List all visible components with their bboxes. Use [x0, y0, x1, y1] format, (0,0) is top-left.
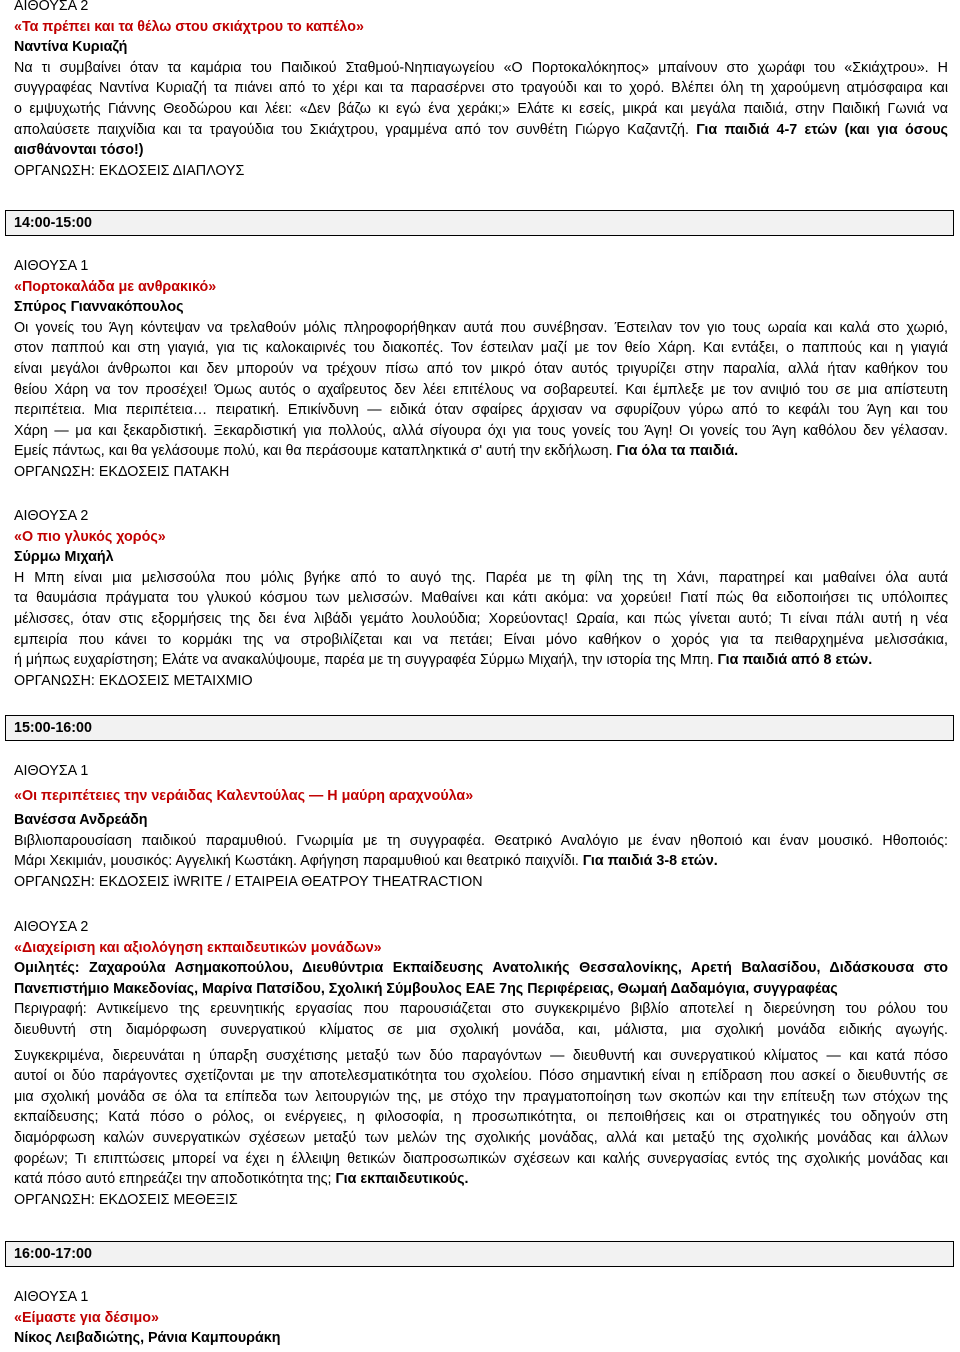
- time-slot-label: 15:00-16:00: [14, 720, 92, 736]
- description-line: τα θαυμάσια πράγματα του γλυκού κόσμου των μελισσών. Μαθαίνει και κάτι ακόμα: να χορεύει! Γιατί πώς θα ειδοποιήσει τις υπόλοιπες: [14, 590, 948, 607]
- event-title: «Ο πιο γλυκός χορός»: [14, 528, 166, 545]
- event-scarecrow: [14, 0, 948, 181]
- event-author: Σύρμω Μιχαήλ: [14, 549, 114, 566]
- event-title: «Οι περιπέτειες την νεράιδας Καλεντούλας — Η μαύρη αραχνούλα»: [14, 787, 474, 804]
- description-line: Συγκεκριμένα, διερευνάται η ύπαρξη συσχέτισης μεταξύ των δύο παραγόντων — διευθυντή και συνεργατικού κλίματος — και κατά πόσο: [14, 1047, 948, 1064]
- description-line: απολαύσετε παιχνίδια και τα τραγούδια του Σκιάχτρου, γραμμένα από τον συνθέτη Γιώργο Καζαντζή. Για παιδιά 4-7 ετών (και για όσους: [14, 121, 948, 138]
- description-line: φορέων; Τι επιπτώσεις μπορεί να έχει η έλλειψη θετικών διαπροσωπικών σχέσεων και καλής συνεργασίας εντός της σχολικής μονάδας και: [14, 1150, 948, 1167]
- hall-label: ΑΙΘΟΥΣΑ 2: [14, 508, 89, 524]
- speakers-line: Ομιλητές: Ζαχαρούλα Ασημακοπούλου, Διευθύντρια Εκπαίδευσης Ανατολικής Θεσσαλονίκης, Αρετή Βαλασίδου, Διδάσκουσα στο: [14, 960, 948, 977]
- event-title: «Τα πρέπει και τα θέλω στου σκιάχτρου το καπέλο»: [14, 18, 364, 35]
- description-line: Η Μπη είναι μια μελισσούλα που μόλις βγήκε από το αυγό της. Παρέα με τη φίλη της τη Χάνι, παρατηρεί και μαθαίνει όλα αυτά: [14, 569, 948, 586]
- time-slot-bar: [5, 210, 954, 236]
- description-line: είναι μεγάλοι άνθρωποι και δεν μπορούν να τρέχουν πίσω από τον μικρό όταν αυτός τριγυρίζει στην παραλία, αλλά ήταν καθήκον του: [14, 360, 948, 377]
- description-line: εκπαίδευσης; Κατά πόσο ο ρόλος, οι ενέργειες, η φιλοσοφία, η προσωπικότητα, οι πεποιθήσεις και οι στρατηγικές του οδηγούν στη: [14, 1109, 948, 1126]
- time-slot-label: 16:00-17:00: [14, 1246, 92, 1262]
- description-line: διαμόρφωση καλών συνεργατικών σχέσεων μεταξύ των μελών της σχολικής μονάδας, αλλά και μεταξύ της σχολικής μονάδας και άλλων: [14, 1129, 948, 1146]
- description-line: εμπειρία που κάνει το κορμάκι της να στροβιλίζεται και να πετάει; Είναι μόνο καθήκον ο χορός για τα πειθαρχημένα μελισσάκια,: [14, 631, 948, 648]
- event-title: «Πορτοκαλάδα με ανθρακικό»: [14, 278, 217, 295]
- hall-label: ΑΙΘΟΥΣΑ 2: [14, 0, 89, 14]
- description-line: περιπέτεια. Μια περιπέτεια… πειρατική. Επικίνδυνη — ειδικά όταν σφαίρες άρχισαν να σφυρίζουν γύρω από το κεφάλι του Άγη και του: [14, 402, 948, 419]
- description-line: Εμείς πάντως, και θα γελάσουμε πολύ, και θα περάσουμε καταπληκτικά σ' αυτή την εκδήλωση. Για όλα τα παιδιά.: [14, 443, 739, 460]
- hall-label: ΑΙΘΟΥΣΑ 1: [14, 763, 89, 779]
- description-line: Οι γονείς του Άγη κόντεψαν να τρελαθούν μόλις πληροφορήθηκαν αυτά που συνέβησαν. Έστειλαν τον γιο τους ωραία και καλά στο χωριό,: [14, 319, 948, 336]
- event-author: Ναντίνα Κυριαζή: [14, 39, 128, 56]
- hall-label: ΑΙΘΟΥΣΑ 2: [14, 919, 89, 935]
- event-author: Βανέσσα Ανδρεάδη: [14, 812, 148, 829]
- organizer: ΟΡΓΑΝΩΣΗ: ΕΚΔΟΣΕΙΣ ΜΕΘΕΞΙΣ: [14, 1191, 238, 1208]
- event-author: Νίκος Λειβαδιώτης, Ράνια Καμπουράκη: [14, 1330, 281, 1347]
- description-line: Να τι συμβαίνει όταν τα καμάρια του Παιδικού Σταθμού-Νηπιαγωγείου «Ο Πορτοκαλόκηπος» μπαίνουν στο χωράφι του «Σκιάχτρου». Η: [14, 59, 948, 76]
- description-line: Βιβλιοπαρουσίαση παιδικού παραμυθιού. Γνωριμία με τη συγγραφέα. Θεατρικό Αναλόγιο με έναν ηθοποιό και έναν μουσικό. Ηθοποιός:: [14, 832, 948, 849]
- description-line: αυτοί οι δύο παράγοντες σχετίζονται με την αποτελεσματικότητα του σχολείου. Πόσο σημαντική είναι η επίδραση που ασκεί ο διευθυντής σε: [14, 1068, 948, 1085]
- hall-label: ΑΙΘΟΥΣΑ 1: [14, 258, 89, 274]
- event-title: «Είμαστε για δέσιμο»: [14, 1309, 159, 1326]
- time-slot-bar: [5, 715, 954, 741]
- description-line: στον παππού και στη γιαγιά, για τις καλοκαιρινές του διακοπές. Τον έστειλαν μαζί με τον θείο Χάρη. Και εντάξει, ο παππούς και η γιαγιά: [14, 340, 948, 357]
- description-line: κατά πόσο αυτό επηρεάζει την αποδοτικότητα της; Για εκπαιδευτικούς.: [14, 1171, 469, 1188]
- description-line: ο εμψυχωτής Γιάννης Θεοδώρου και λέει: «Δεν βάζω κι εγώ ένα χεράκι;» Ελάτε κι εσείς, μικρά και μεγάλα παιδιά, στην Παιδική Γωνιά να: [14, 100, 948, 117]
- hall-label: ΑΙΘΟΥΣΑ 1: [14, 1289, 89, 1305]
- description-line: μέλισσες, όταν στις εξορμήσεις της δει ένα λιβάδι γεμάτο λουλούδια; Χορεύοντας! Ωραία, και πώς γίνεται αυτό; Τι είναι πάλι αυτή η νέα: [14, 610, 948, 627]
- description-line: μια σχολική μονάδα σε όλα τα επίπεδα των λειτουργιών της, με στόχο την πραγματοποίηση των σκοπών και την επίτευξη των στόχων της: [14, 1088, 948, 1105]
- description-line: διευθυντή στη διαμόρφωση συνεργατικού κλίματος σε μια σχολική μονάδα, και, μάλιστα, μια σχολική μονάδα ειδικής αγωγής.: [14, 1021, 948, 1038]
- event-sweet-dance: [14, 506, 948, 691]
- description-line: θείου Χάρη να τον προσέχει! Όμως αυτός ο αχαΐρευτος δεν λέει επιτέλους να σοβαρευτεί. Και έμπλεξε με τον ανιψιό του σε μια απίστευτη: [14, 381, 948, 398]
- description-line: συγγραφέας Ναντίνα Κυριαζή τα πιάνει από το χέρι και τα παρασέρνει στο τραγούδι και το χορό. Βλέπει όλη τη χαρούμενη ατμόσφαιρα και: [14, 80, 948, 97]
- audience-note: αισθάνονται τόσο!): [14, 142, 144, 159]
- description-line: ή μήπως ευχαρίστηση; Ελάτε να ανακαλύψουμε, παρέα με τη συγγραφέα Σύρμω Μιχαήλ, την ιστορία της Μπη. Για παιδιά από 8 ετών.: [14, 652, 873, 669]
- organizer: ΟΡΓΑΝΩΣΗ: ΕΚΔΟΣΕΙΣ iWRITE / ΕΤΑΙΡΕΙΑ ΘΕΑΤΡΟΥ THEATRACTION: [14, 873, 483, 890]
- time-slot-label: 14:00-15:00: [14, 215, 92, 231]
- description-line: Μάρι Χεκιμιάν, μουσικός: Αγγελική Κωστάκη. Αφήγηση παραμυθιού και θεατρικό παιχνίδι. Για παιδιά 3-8 ετών.: [14, 853, 718, 870]
- event-orangeade: [14, 256, 948, 483]
- event-title: «Διαχείριση και αξιολόγηση εκπαιδευτικών μονάδων»: [14, 939, 382, 956]
- description-line: Περιγραφή: Αντικείμενο της ερευνητικής εργασίας που παρουσιάζεται στο συγκεκριμένο βιβλίο αποτελεί η διερεύνηση του ρόλου του: [14, 1001, 948, 1018]
- event-school-management: [14, 917, 948, 1210]
- event-author: Σπύρος Γιαννακόπουλος: [14, 299, 184, 316]
- event-bound: [14, 1287, 948, 1349]
- speakers-line: Πανεπιστήμιο Μακεδονίας, Μαρίνα Πατσίδου, Σχολική Σύμβουλος ΕΑΕ 7ης Περιφέρειας, Θωμαή Δαδαμόγια, συγγραφέας: [14, 980, 838, 997]
- organizer: ΟΡΓΑΝΩΣΗ: ΕΚΔΟΣΕΙΣ ΠΑΤΑΚΗ: [14, 463, 230, 480]
- time-slot-bar: [5, 1241, 954, 1267]
- description-line: Χάρη — μα και ξεκαρδιστική. Ξεκαρδιστική για πολλούς, αλλά σίγουρα όχι για τους γονείς του Άγη! Οι γονείς του Άγη καθόλου δεν γέλασαν.: [14, 422, 948, 439]
- organizer: ΟΡΓΑΝΩΣΗ: ΕΚΔΟΣΕΙΣ ΜΕΤΑΙΧΜΙΟ: [14, 672, 253, 689]
- event-fairy: [14, 761, 948, 893]
- organizer: ΟΡΓΑΝΩΣΗ: ΕΚΔΟΣΕΙΣ ΔΙΑΠΛΟΥΣ: [14, 162, 245, 179]
